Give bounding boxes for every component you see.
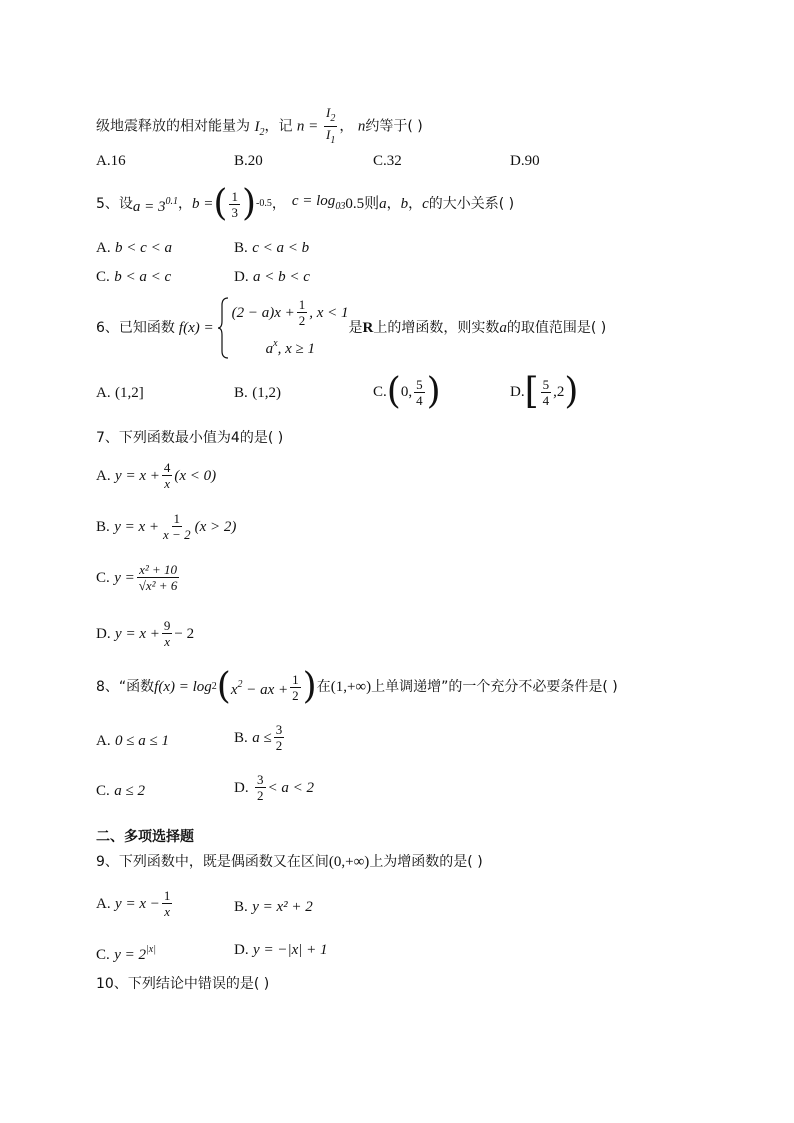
q9-option-b[interactable]: B. y = x² + 2 <box>234 899 313 915</box>
q7-option-a[interactable]: A. y = x + $\frac{4}{x}$ (x < 0) <box>96 460 217 491</box>
q4-ratio-fraction: $\frac{I_2}{I_1}$ <box>326 105 336 146</box>
q4-option-a[interactable]: A.16 <box>96 153 126 169</box>
q5-option-a[interactable]: A. b < c < a <box>96 240 172 256</box>
q6-stem: 6、已知函数 f(x) = (2 − a)x + $\frac{1}{2}$ , x < 1 $a^x$, x ≥ 1 是 R 上的增函数，则实数 a 的取值范围是( ) <box>96 297 607 357</box>
q5-one-third-fraction: $\frac{1}{3}$ <box>231 188 238 220</box>
section-heading: 二、多项选择题 <box>96 829 194 845</box>
q4-option-d[interactable]: D.90 <box>510 153 540 169</box>
q4-stem: 级地震释放的相对能量为 $I_2$，记 n = $\frac{I_2}{I_1}$ ， n约等于( ) <box>96 105 423 146</box>
q7-option-c[interactable]: C. y = $\frac{\text{x² + 10}}{\text{√x² + 6}}$ <box>96 562 178 593</box>
q7-option-d[interactable]: D. y = x + $\frac{9}{x}$ − 2 <box>96 618 195 649</box>
q5-option-d[interactable]: D. a < b < c <box>234 269 310 285</box>
left-brace-icon <box>218 297 230 359</box>
q10-stem: 10、下列结论中错误的是( ) <box>96 976 270 992</box>
q8-stem: 8、“函数 f(x) = log 2 ( $x^2$ − ax + $\frac{1}{2}$ ) 在 (1,+∞) 上单调递增”的一个充分不必要条件是( ) <box>96 666 618 707</box>
q4-option-c[interactable]: C.32 <box>373 153 402 169</box>
q9-stem: 9、下列函数中，既是偶函数又在区间(0,+∞)上为增函数的是( ) <box>96 854 483 870</box>
q6-option-b[interactable]: B. (1,2) <box>234 385 281 401</box>
q6-option-d[interactable]: D. [ $\frac{5}{4}$ ,2 ) <box>510 371 579 412</box>
q9-option-a[interactable]: A. y = x − $\frac{1}{x}$ <box>96 888 171 919</box>
q5-option-b[interactable]: B. c < a < b <box>234 240 310 256</box>
q8-option-a[interactable]: A. 0 ≤ a ≤ 1 <box>96 733 170 749</box>
q6-piecewise: (2 − a)x + $\frac{1}{2}$ , x < 1 $a^x$, x ≥ 1 <box>231 297 349 357</box>
q9-option-c[interactable]: C. $y = 2^{|x|}$ <box>96 944 156 963</box>
q8-option-d[interactable]: D. $\frac{3}{2}$ < a < 2 <box>234 772 315 803</box>
q4-option-b[interactable]: B.20 <box>234 153 263 169</box>
q5-option-c[interactable]: C. b < a < c <box>96 269 172 285</box>
q8-option-b[interactable]: B. a ≤ $\frac{3}{2}$ <box>234 722 283 753</box>
q7-option-b[interactable]: B. y = x + $\frac{1}{x - 2}$ (x > 2) <box>96 511 237 542</box>
q9-option-d[interactable]: D. y = −|x| + 1 <box>234 942 328 958</box>
q6-option-c[interactable]: C. ( 0, $\frac{5}{4}$ ) <box>373 371 441 412</box>
q5-stem: 5、设 $a = 3^{0.1}$ ， b = ( $\frac{1}{3}$ ) -0.5 ， $c = \log_{03}$ 0.5则 a ， b ， c 的大小关系( ) <box>96 183 515 224</box>
q6-option-a[interactable]: A. (1,2] <box>96 385 144 401</box>
q7-stem: 7、下列函数最小值为4的是( ) <box>96 430 284 446</box>
q8-option-c[interactable]: C. a ≤ 2 <box>96 783 145 799</box>
